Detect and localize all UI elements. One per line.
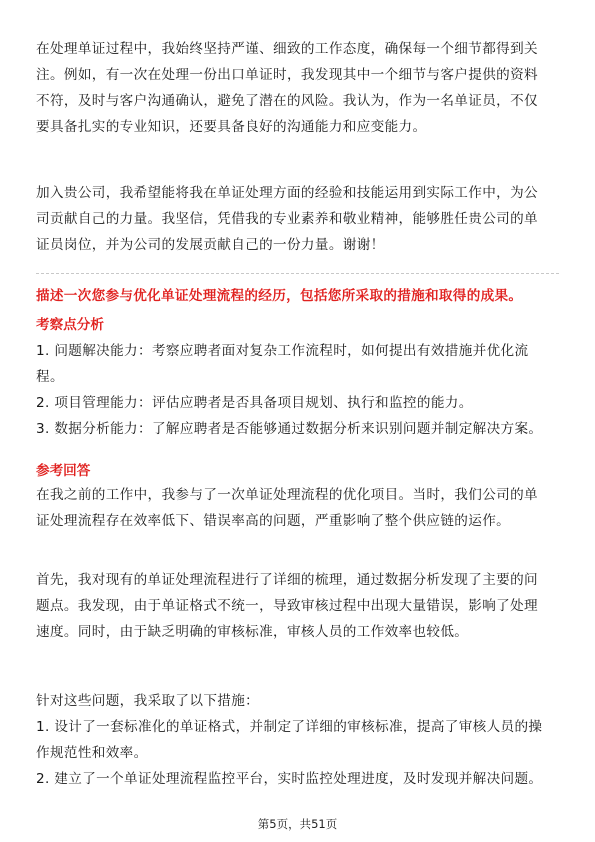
text-line: 作规范性和效率。 — [36, 745, 148, 761]
paragraph-detail-attitude — [36, 36, 562, 140]
text-line: 要具备扎实的专业知识，还要具备良好的沟通能力和应变能力。 — [36, 119, 427, 135]
answer-paragraph-measures — [36, 688, 562, 792]
text-line: 题点。我发现，由于单证格式不统一，导致审核过程中出现大量错误，影响了处理 — [36, 598, 538, 614]
text-line: 注。例如，有一次在处理一份出口单证时，我发现其中一个细节与客户提供的资料 — [36, 67, 538, 83]
analysis-list — [36, 338, 562, 442]
text-line: 在处理单证过程中，我始终坚持严谨、细致的工作态度，确保每一个细节都得到关 — [36, 41, 538, 57]
list-item: 程。 — [36, 369, 64, 385]
text-line: 证员岗位，并为公司的发展贡献自己的一份力量。谢谢！ — [36, 237, 385, 253]
answer-paragraph-intro — [36, 482, 562, 534]
list-item: 2. 项目管理能力：评估应聘者是否具备项目规划、执行和监控的能力。 — [36, 395, 473, 411]
list-item: 1. 设计了一套标准化的单证格式，并制定了详细的审核标准，提高了审核人员的操 — [36, 719, 543, 735]
text-line: 速度。同时，由于缺乏明确的审核标准，审核人员的工作效率也较低。 — [36, 624, 469, 640]
text-line: 加入贵公司，我希望能将我在单证处理方面的经验和技能运用到实际工作中，为公 — [36, 185, 538, 201]
text-line: 司贡献自己的力量。我坚信，凭借我的专业素养和敬业精神，能够胜任贵公司的单 — [36, 211, 538, 227]
page-number: 第5页，共51页 — [257, 817, 338, 831]
answer-paragraph-analysis — [36, 567, 562, 645]
list-item: 1. 问题解决能力：考察应聘者面对复杂工作流程时，如何提出有效措施并优化流 — [36, 343, 529, 359]
text-line: 不符，及时与客户沟通确认，避免了潜在的风险。我认为，作为一名单证员，不仅 — [36, 93, 538, 109]
text-line: 首先，我对现有的单证处理流程进行了详细的梳理，通过数据分析发现了主要的问 — [36, 572, 538, 588]
section-divider — [36, 273, 559, 274]
text-line: 针对这些问题，我采取了以下措施： — [36, 693, 260, 709]
analysis-heading: 考察点分析 — [36, 317, 104, 333]
paragraph-join-company — [36, 180, 562, 258]
text-line: 在我之前的工作中，我参与了一次单证处理流程的优化项目。当时，我们公司的单 — [36, 487, 538, 503]
list-item: 2. 建立了一个单证处理流程监控平台，实时监控处理进度，及时发现并解决问题。 — [36, 771, 543, 787]
answer-heading: 参考回答 — [36, 463, 91, 479]
list-item: 3. 数据分析能力：了解应聘者是否能够通过数据分析来识别问题并制定解决方案。 — [36, 421, 543, 437]
text-line: 证处理流程存在效率低下、错误率高的问题，严重影响了整个供应链的运作。 — [36, 513, 511, 529]
interview-question: 描述一次您参与优化单证处理流程的经历，包括您所采取的措施和取得的成果。 — [36, 288, 523, 304]
